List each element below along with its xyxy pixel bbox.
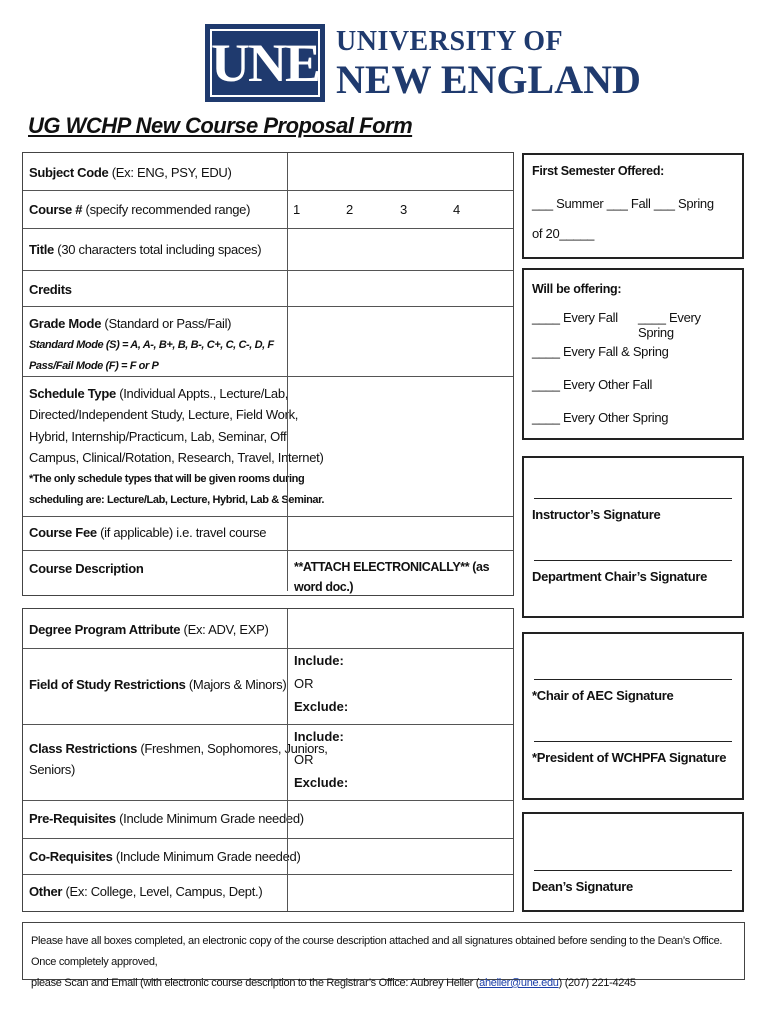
hint-course-fee: (if applicable) i.e. travel course bbox=[96, 525, 267, 540]
hint-other: (Ex: College, Level, Campus, Dept.) bbox=[62, 884, 263, 899]
hint-corequisites: (Include Minimum Grade needed) bbox=[112, 849, 301, 864]
grade-mode-standard: Standard Mode (S) = A, A-, B+, B, B-, C+, C, C-, D, F bbox=[29, 338, 274, 351]
schedule-note-2: scheduling are: Lecture/Lab, Lecture, Hybrid, Lab & Seminar. bbox=[29, 493, 325, 506]
footer-line-2-text: please Scan and Email (with electronic course description to the Registrar’s Office: Aubrey Heller ( bbox=[31, 976, 480, 989]
row-schedule-type bbox=[23, 377, 513, 517]
footer-line-1: Please have all boxes completed, an electronic copy of the course description attached and all signatures obtained before sending to the Dean’s Office. Once completely approved, bbox=[31, 935, 723, 968]
field-exclude-label: Exclude: bbox=[294, 698, 349, 714]
label-schedule-type: Schedule Type bbox=[29, 386, 116, 401]
course-info-table bbox=[22, 152, 514, 596]
subject-code-field[interactable] bbox=[287, 153, 513, 190]
row-course-number bbox=[23, 191, 513, 229]
label-other: Other bbox=[29, 884, 63, 899]
schedule-type-field[interactable] bbox=[287, 377, 513, 516]
logo-line-2: NEW ENGLAND bbox=[336, 57, 641, 102]
label-credits: Credits bbox=[29, 282, 72, 297]
logo-mark-text: UNE bbox=[210, 33, 319, 93]
form-title: UG WCHP New Course Proposal Form bbox=[28, 113, 413, 138]
course-fee-field[interactable] bbox=[287, 517, 513, 550]
first-semester-year[interactable]: of 20_____ bbox=[532, 225, 595, 241]
course-range-option-3[interactable]: 3 bbox=[400, 202, 408, 217]
label-class-restrictions: Class Restrictions bbox=[29, 741, 138, 756]
degree-attribute-field[interactable] bbox=[287, 609, 513, 648]
field-or-label: OR bbox=[294, 675, 314, 691]
instructions-footer bbox=[22, 922, 745, 989]
hint-field-restrictions: (Majors & Minors) bbox=[185, 677, 287, 692]
president-signature-label: *President of WCHPFA Signature bbox=[532, 750, 727, 765]
offering-every-other-fall[interactable]: ____ Every Other Fall bbox=[532, 376, 653, 392]
label-field-restrictions: Field of Study Restrictions bbox=[29, 677, 186, 692]
hint-schedule-type-2: Directed/Independent Study, Lecture, Field Work, bbox=[29, 407, 299, 423]
class-exclude-label: Exclude: bbox=[294, 774, 349, 790]
registrar-email-link[interactable]: aheller@une.edu bbox=[479, 976, 559, 989]
une-logo bbox=[205, 24, 641, 104]
row-grade-mode bbox=[23, 307, 513, 377]
signature-box-aec-president bbox=[522, 632, 744, 800]
offering-box bbox=[522, 268, 744, 440]
schedule-note-1: *The only schedule types that will be given rooms during bbox=[29, 472, 305, 485]
grade-mode-field[interactable] bbox=[287, 307, 513, 376]
label-degree-attribute: Degree Program Attribute bbox=[29, 622, 181, 637]
row-prerequisites bbox=[23, 801, 513, 839]
row-course-fee bbox=[23, 517, 513, 551]
first-semester-heading: First Semester Offered: bbox=[532, 164, 665, 178]
course-number-field[interactable] bbox=[287, 191, 513, 228]
row-subject-code bbox=[23, 153, 513, 191]
hint-class-restrictions-2: Seniors) bbox=[29, 761, 76, 777]
offering-every-other-spring[interactable]: ____ Every Other Spring bbox=[532, 409, 669, 425]
hint-prerequisites: (Include Minimum Grade needed) bbox=[115, 811, 304, 826]
aec-chair-signature-line[interactable] bbox=[534, 679, 732, 680]
restrictions-table bbox=[22, 608, 514, 912]
dean-signature-label: Dean’s Signature bbox=[532, 879, 633, 894]
prerequisites-field[interactable] bbox=[287, 801, 513, 838]
offering-every-spring[interactable]: ____ Every Spring bbox=[638, 310, 701, 340]
row-field-restrictions bbox=[23, 649, 513, 725]
grade-mode-passfail: Pass/Fail Mode (F) = F or P bbox=[29, 359, 159, 372]
row-credits bbox=[23, 271, 513, 307]
field-restrictions-field[interactable] bbox=[287, 649, 513, 724]
instructor-signature-line[interactable] bbox=[534, 498, 732, 499]
logo-line-1: UNIVERSITY OF bbox=[336, 26, 564, 57]
label-subject-code: Subject Code bbox=[29, 165, 109, 180]
hint-title: (30 characters total including spaces) bbox=[54, 242, 262, 257]
instructor-signature-label: Instructor’s Signature bbox=[532, 507, 661, 522]
hint-schedule-type-1: (Individual Appts., Lecture/Lab, bbox=[115, 386, 289, 401]
footer-line-2 bbox=[31, 973, 736, 994]
signature-box-dean bbox=[522, 812, 744, 912]
course-range-option-1[interactable]: 1 bbox=[293, 202, 301, 217]
first-semester-options[interactable]: ___ Summer ___ Fall ___ Spring bbox=[532, 196, 714, 211]
label-course-fee: Course Fee bbox=[29, 525, 97, 540]
hint-course-number: (specify recommended range) bbox=[82, 202, 251, 217]
offering-every-fall[interactable]: ____ Every Fall bbox=[532, 310, 618, 325]
row-class-restrictions bbox=[23, 725, 513, 801]
course-range-option-4[interactable]: 4 bbox=[453, 202, 461, 217]
dept-chair-signature-line[interactable] bbox=[534, 560, 732, 561]
label-course-description: Course Description bbox=[29, 561, 144, 576]
label-course-number: Course # bbox=[29, 202, 83, 217]
other-field[interactable] bbox=[287, 875, 513, 911]
field-include-label: Include: bbox=[294, 653, 344, 668]
offering-heading: Will be offering: bbox=[532, 282, 622, 296]
row-course-description bbox=[23, 551, 513, 594]
row-corequisites bbox=[23, 839, 513, 875]
class-include-label: Include: bbox=[294, 729, 344, 744]
hint-subject-code: (Ex: ENG, PSY, EDU) bbox=[108, 165, 232, 180]
label-prerequisites: Pre-Requisites bbox=[29, 811, 116, 826]
offering-fall-and-spring[interactable]: ____ Every Fall & Spring bbox=[532, 344, 669, 359]
aec-chair-signature-label: *Chair of AEC Signature bbox=[532, 688, 674, 703]
hint-schedule-type-4: Campus, Clinical/Rotation, Research, Travel, Internet) bbox=[29, 450, 324, 466]
course-description-attach-note: **ATTACH ELECTRONICALLY** (as word doc.) bbox=[287, 551, 513, 591]
class-or-label: OR bbox=[294, 751, 314, 767]
hint-degree-attribute: (Ex: ADV, EXP) bbox=[180, 622, 269, 637]
title-field[interactable] bbox=[287, 229, 513, 270]
hint-schedule-type-3: Hybrid, Internship/Practicum, Lab, Seminar, Off bbox=[29, 428, 287, 444]
row-title bbox=[23, 229, 513, 271]
president-signature-line[interactable] bbox=[534, 741, 732, 742]
label-corequisites: Co-Requisites bbox=[29, 849, 113, 864]
corequisites-field[interactable] bbox=[287, 839, 513, 874]
row-degree-attribute bbox=[23, 609, 513, 649]
label-grade-mode: Grade Mode bbox=[29, 316, 102, 331]
footer-phone: ) (207) 221-4245 bbox=[558, 976, 636, 989]
dept-chair-signature-label: Department Chair’s Signature bbox=[532, 569, 708, 584]
first-semester-box bbox=[522, 153, 744, 259]
class-restrictions-field[interactable] bbox=[287, 725, 513, 800]
hint-class-restrictions-1: (Freshmen, Sophomores, Juniors, bbox=[137, 741, 328, 756]
credits-field[interactable] bbox=[287, 271, 513, 306]
course-range-option-2[interactable]: 2 bbox=[346, 202, 354, 217]
label-title: Title bbox=[29, 242, 54, 257]
signature-box-instructor-chair bbox=[522, 456, 744, 618]
logo-mark bbox=[205, 24, 325, 102]
hint-grade-mode: (Standard or Pass/Fail) bbox=[101, 316, 232, 331]
row-other bbox=[23, 875, 513, 911]
dean-signature-line[interactable] bbox=[534, 870, 732, 871]
